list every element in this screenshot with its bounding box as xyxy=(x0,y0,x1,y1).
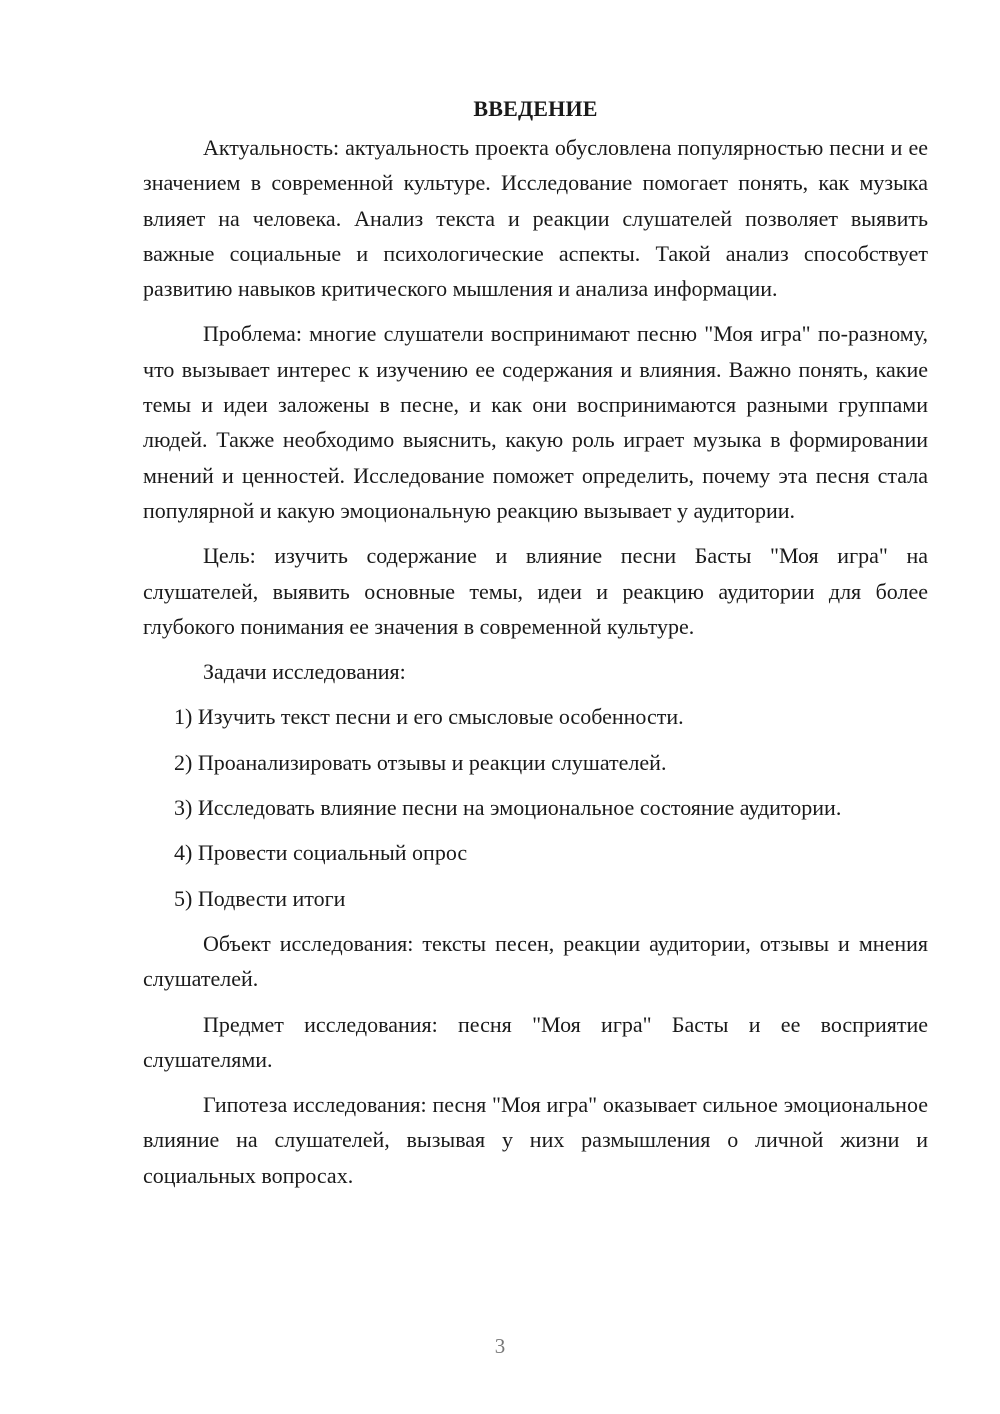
task-item: 5) Подвести итоги xyxy=(174,885,346,911)
goal-paragraph: Цель: изучить содержание и влияние песни Басты "Моя игра" на слушателей, выявить основные темы, идеи и реакцию аудитории для более глубокого понимания ее значения в современной культуре. xyxy=(143,543,928,639)
problem-paragraph: Проблема: многие слушатели воспринимают песню "Моя игра" по-разному, что вызывает интерес к изучению ее содержания и влияния. Важно понять, какие темы и идеи заложены в песне, и как они воспринимаются разными группами людей. Также необходимо выяснить, какую роль играет музыка в формировании мнений и ценностей. Исследование поможет определить, почему эта песня стала популярной и какую эмоциональную реакцию вызывает у аудитории. xyxy=(143,321,928,523)
object-paragraph: Объект исследования: тексты песен, реакции аудитории, отзывы и мнения слушателей. xyxy=(143,930,928,992)
task-item: 4) Провести социальный опрос xyxy=(174,840,468,866)
document-page xyxy=(143,94,928,1203)
task-item: 3) Исследовать влияние песни на эмоциональное состояние аудитории. xyxy=(174,795,842,821)
relevance-paragraph: Актуальность: актуальность проекта обусловлена популярностью песни и ее значением в современной культуре. Исследование помогает понять, как музыка влияет на человека. Анализ текста и реакции слушателей позволяет выявить важные социальные и психологические аспекты. Такой анализ способствует развитию навыков критического мышления и анализа информации. xyxy=(143,135,928,302)
section-title: ВВЕДЕНИЕ xyxy=(473,96,598,121)
subject-paragraph: Предмет исследования: песня "Моя игра" Басты и ее восприятие слушателями. xyxy=(143,1011,928,1072)
page-number: 3 xyxy=(494,1334,506,1358)
hypothesis-paragraph: Гипотеза исследования: песня "Моя игра" оказывает сильное эмоциональное влияние на слушателей, вызывая у них размышления о личной жизни и социальных вопросах. xyxy=(143,1092,928,1188)
tasks-heading: Задачи исследования: xyxy=(203,659,406,685)
task-item: 2) Проанализировать отзывы и реакции слушателей. xyxy=(174,749,667,775)
task-item: 1) Изучить текст песни и его смысловые особенности. xyxy=(174,704,684,730)
